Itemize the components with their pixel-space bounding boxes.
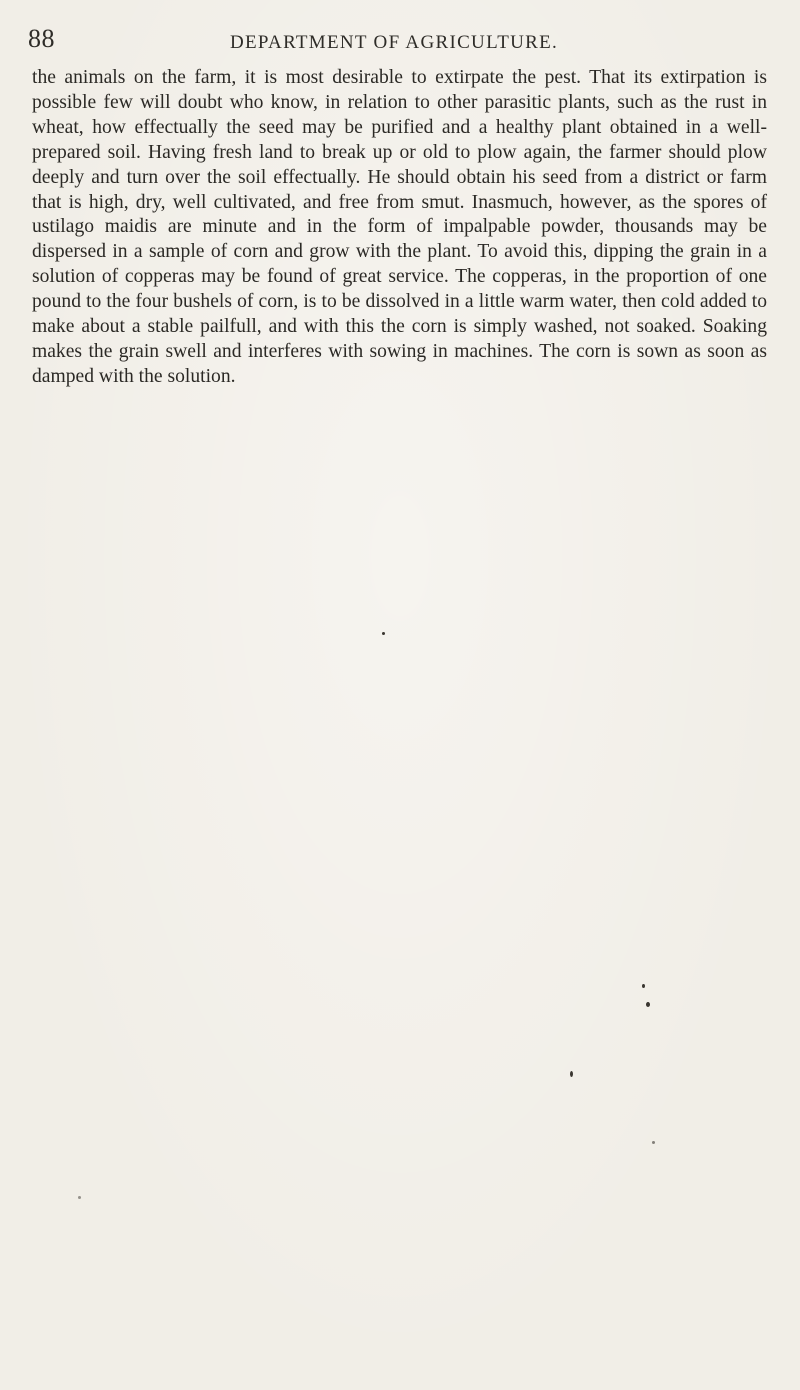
- print-speck: [78, 1196, 81, 1199]
- print-speck: [570, 1071, 573, 1077]
- body-paragraph: the animals on the farm, it is most desirable to extirpate the pest. That its extirpation is possible few will doubt who know, in relation to other parasitic plants, such as the rust in wheat, how effectually the seed may be purified and a healthy plant obtained in a well-prepared soil. Having fresh land to break up or old to plow again, the farmer should plow deeply and turn over the soil effectually. He should obtain his seed from a district or farm that is high, dry, well cultivated, and free from smut. Inasmuch, however, as the spores of ustilago maidis are minute and in the form of impalpable powder, thousands may be dispersed in a sample of corn and grow with the plant. To avoid this, dipping the grain in a solution of copperas may be found of great service. The copperas, in the proportion of one pound to the four bushels of corn, is to be dissolved in a little warm water, then cold added to make about a stable pailfull, and with this the corn is simply washed, not soaked. Soaking makes the grain swell and interferes with sowing in machines. The corn is sown as soon as damped with the solution.: [32, 67, 767, 387]
- page-header: [28, 24, 768, 54]
- running-head: DEPARTMENT OF AGRICULTURE.: [230, 32, 559, 53]
- print-speck: [382, 632, 385, 635]
- print-speck: [652, 1141, 655, 1144]
- print-speck: [646, 1002, 650, 1007]
- page-number: 88: [28, 24, 55, 53]
- print-speck: [642, 984, 645, 988]
